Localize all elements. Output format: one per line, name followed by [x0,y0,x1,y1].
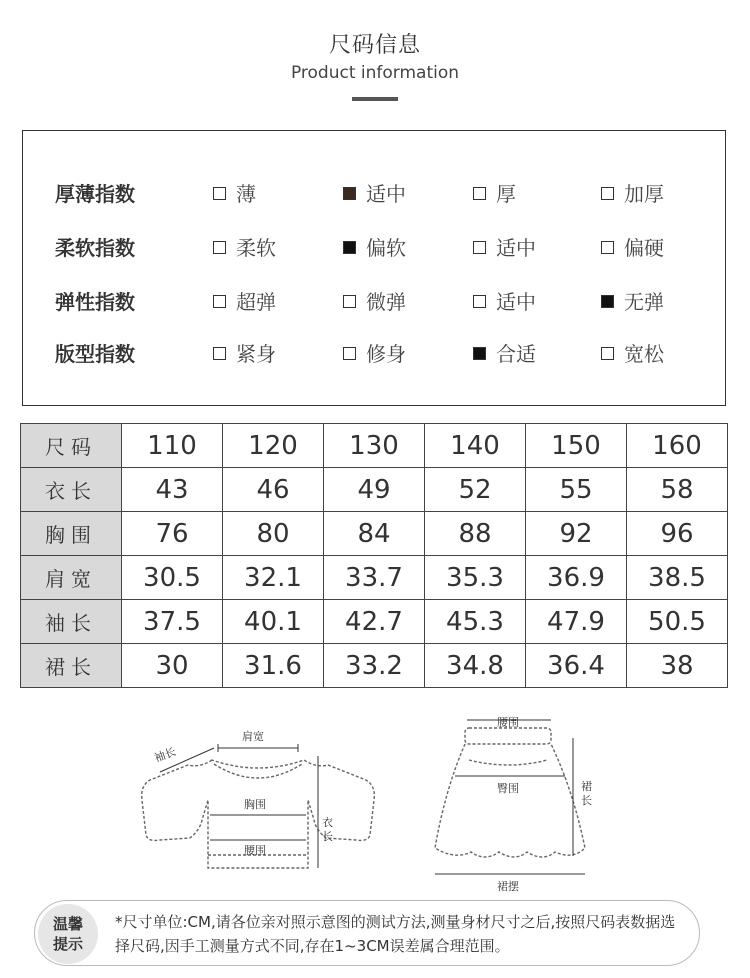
size-cell: 47.9 [526,600,627,644]
size-cell: 36.9 [526,556,627,600]
checked-box-icon [601,295,614,308]
index-option [343,179,406,209]
title-cn: 尺码信息 [328,33,421,58]
size-cell: 150 [526,424,627,468]
tip-badge: 温馨 提示 [38,904,98,964]
size-table-row [21,468,728,512]
size-row-label: 尺码 [21,424,122,468]
index-label: 弹性指数 [55,290,135,314]
empty-box-icon [213,347,226,360]
size-cell: 42.7 [324,600,425,644]
size-cell: 49 [324,468,425,512]
index-option [473,339,536,369]
size-cell: 30.5 [122,556,223,600]
size-cell: 38 [627,644,728,688]
size-cell: 31.6 [223,644,324,688]
size-cell: 110 [122,424,223,468]
empty-box-icon [601,187,614,200]
index-option-label: 宽松 [624,342,664,366]
index-option [473,179,516,209]
index-label: 版型指数 [55,342,135,366]
index-row [23,287,725,317]
size-row-label: 袖长 [21,600,122,644]
empty-box-icon [343,347,356,360]
index-option-label: 适中 [496,236,536,260]
index-option-label: 无弹 [624,290,664,314]
index-option-label: 合适 [496,342,536,366]
empty-box-icon [473,187,486,200]
index-option [213,233,276,263]
size-cell: 80 [223,512,324,556]
skirt-length-label-2: 长 [581,794,592,807]
size-cell: 52 [425,468,526,512]
index-option [473,287,536,317]
diagram-sleeve-label: 袖长 [152,745,178,765]
skirt-waist-label: 腰围 [497,716,519,729]
index-row [23,233,725,263]
size-row-label: 衣长 [21,468,122,512]
index-option [343,233,406,263]
size-table-row [21,556,728,600]
index-option-label: 适中 [366,182,406,206]
fabric-index-panel [22,130,726,406]
skirt-hip-label: 臀围 [497,782,519,795]
section-header [0,28,750,101]
size-table-row [21,512,728,556]
checked-box-icon [343,241,356,254]
size-cell: 88 [425,512,526,556]
title-divider [352,97,398,101]
size-cell: 38.5 [627,556,728,600]
size-row-label: 裙长 [21,644,122,688]
size-row-label: 肩宽 [21,556,122,600]
index-row [23,179,725,209]
diagram-length-label-2: 长 [322,830,333,843]
empty-box-icon [213,187,226,200]
tip-box [34,900,700,966]
size-cell: 130 [324,424,425,468]
size-cell: 37.5 [122,600,223,644]
index-option [601,339,664,369]
size-cell: 33.2 [324,644,425,688]
size-cell: 160 [627,424,728,468]
size-cell: 55 [526,468,627,512]
size-cell: 120 [223,424,324,468]
skirt-hem-label: 裙摆 [497,880,519,893]
size-cell: 58 [627,468,728,512]
size-row-label: 胸围 [21,512,122,556]
skirt-length-label: 裙 [581,780,592,793]
empty-box-icon [213,295,226,308]
size-cell: 43 [122,468,223,512]
diagram-chest-label: 胸围 [244,798,266,811]
index-option [343,339,406,369]
index-option [601,287,664,317]
index-option [601,179,664,209]
size-cell: 140 [425,424,526,468]
size-cell: 84 [324,512,425,556]
size-cell: 46 [223,468,324,512]
empty-box-icon [473,295,486,308]
index-option-label: 偏软 [366,236,406,260]
index-option-label: 超弹 [236,290,276,314]
index-option-label: 修身 [366,342,406,366]
size-cell: 50.5 [627,600,728,644]
index-option-label: 薄 [236,182,256,206]
checked-box-icon [343,187,356,200]
empty-box-icon [473,241,486,254]
top-garment-diagram [130,720,380,885]
diagram-waist-label: 腰围 [244,844,266,857]
empty-box-icon [343,295,356,308]
size-cell: 45.3 [425,600,526,644]
size-cell: 34.8 [425,644,526,688]
size-cell: 32.1 [223,556,324,600]
index-option-label: 加厚 [624,182,664,206]
index-option [343,287,406,317]
diagram-shoulder-label: 肩宽 [242,730,264,743]
tip-text: *尺寸单位:CM,请各位亲对照示意图的测试方法,测量身材尺寸之后,按照尺码表数据选择尺码,因手工测量方式不同,存在1~3CM误差属合理范围。 [115,913,676,955]
skirt-diagram [425,710,605,895]
size-table [20,423,728,688]
size-cell: 30 [122,644,223,688]
title-en: Product information [290,63,460,83]
index-option-label: 微弹 [366,290,406,314]
index-label: 厚薄指数 [55,182,135,206]
index-row [23,339,725,369]
index-option [213,339,276,369]
index-option-label: 柔软 [236,236,276,260]
index-option-label: 紧身 [236,342,276,366]
index-option-label: 偏硬 [624,236,664,260]
size-table-row [21,644,728,688]
empty-box-icon [601,347,614,360]
index-option-label: 适中 [496,290,536,314]
size-cell: 36.4 [526,644,627,688]
size-table-row [21,424,728,468]
size-table-row [21,600,728,644]
size-cell: 96 [627,512,728,556]
index-option [213,179,256,209]
size-cell: 76 [122,512,223,556]
index-label: 柔软指数 [55,236,135,260]
index-option [601,233,664,263]
size-cell: 40.1 [223,600,324,644]
diagram-length-label: 衣 [322,816,333,829]
empty-box-icon [601,241,614,254]
empty-box-icon [213,241,226,254]
size-cell: 33.7 [324,556,425,600]
index-option [213,287,276,317]
checked-box-icon [473,347,486,360]
index-option [473,233,536,263]
size-cell: 92 [526,512,627,556]
index-option-label: 厚 [496,182,516,206]
size-cell: 35.3 [425,556,526,600]
